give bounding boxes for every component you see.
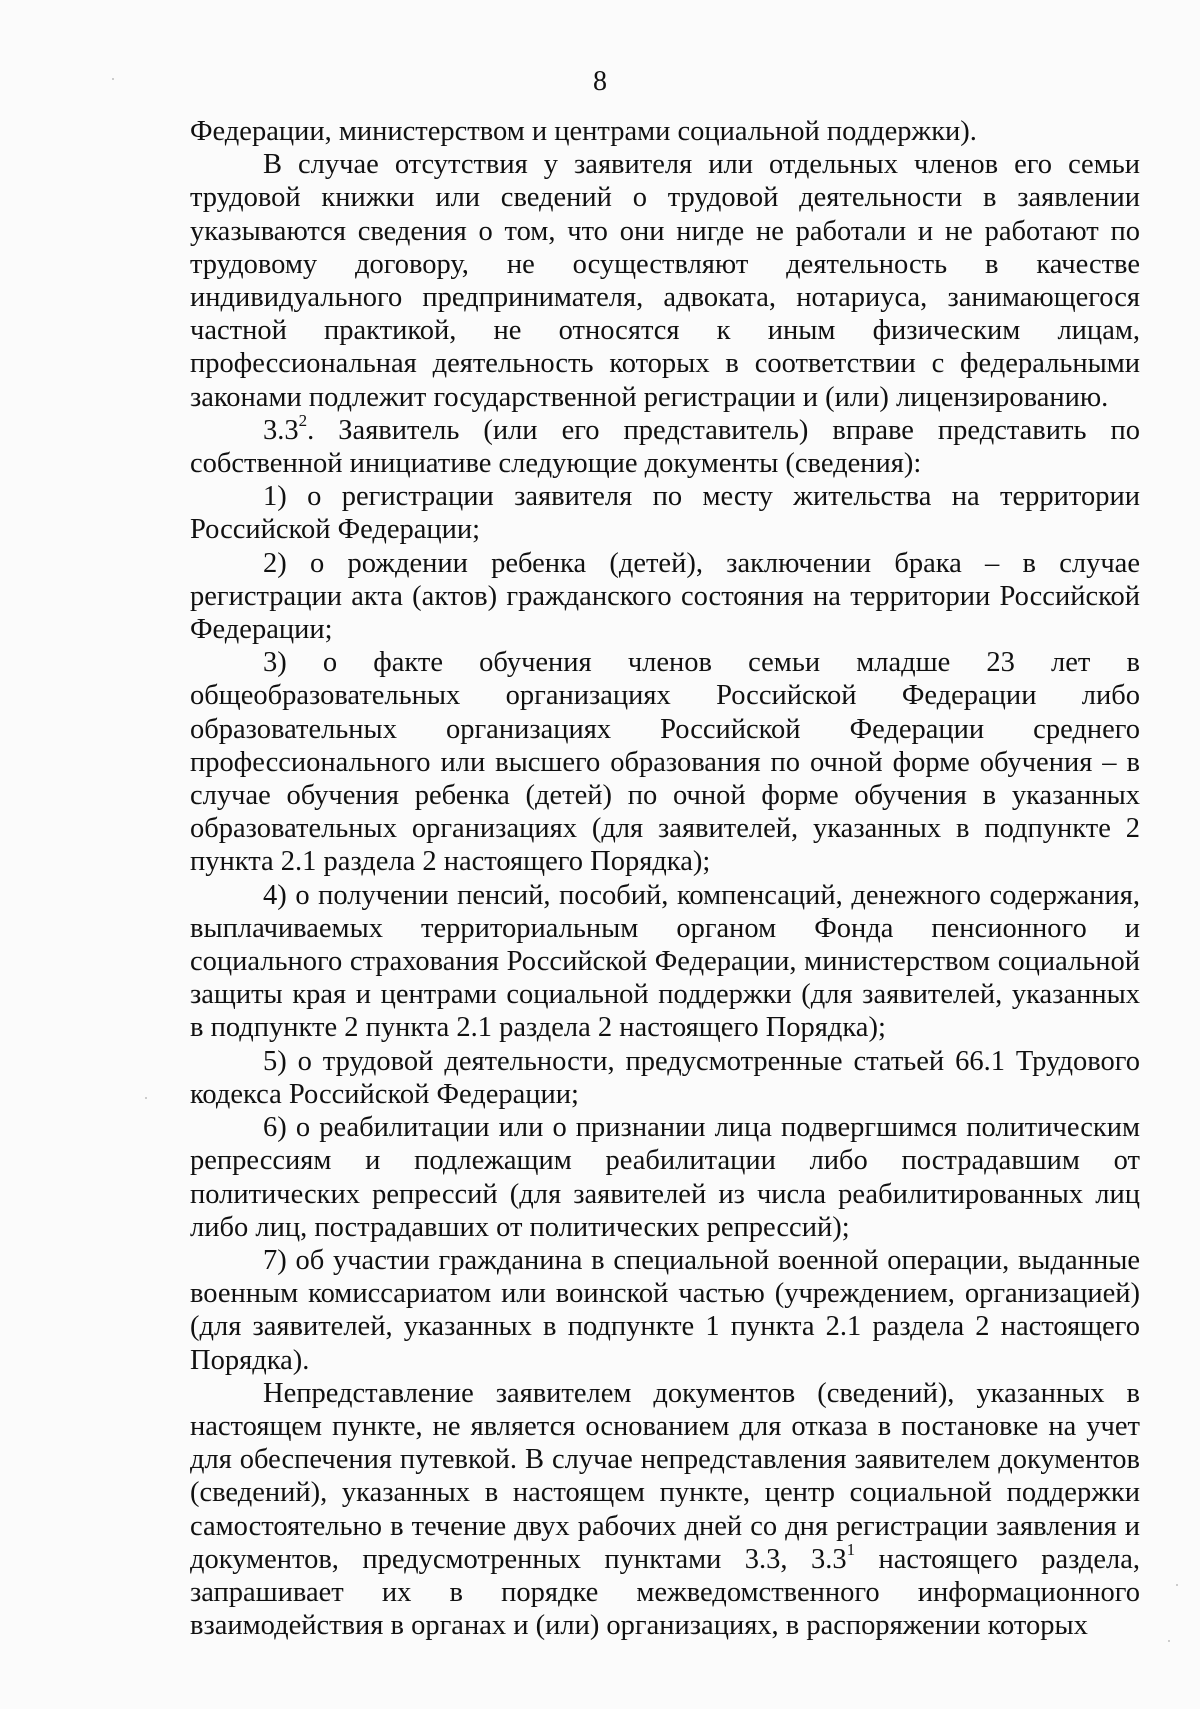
- closing-text-part1: Непредставление заявителем документов (сведений), указанных в настоящем пункте, не является основанием для отказа в постановке на учет для обеспечения путевкой. В случае непредставления заявителем документов (сведений), указанных в настоящем пункте, центр социальной поддержки самостоятельно в течение двух рабочих дней со дня регистрации заявления и документов, предусмотренных пунктами 3.3, 3.3: [190, 1377, 1140, 1575]
- scan-speck: [145, 1097, 147, 1099]
- paragraph-continuation: Федерации, министерством и центрами социальной поддержки).: [190, 116, 977, 147]
- paragraph-absence-info: В случае отсутствия у заявителя или отдельных членов его семьи трудовой книжки или сведений о трудовой деятельности в заявлении указываются сведения о том, что они нигде не работали и не работают по трудовому договору, не осуществляют деятельность в качестве индивидуального предпринимателя, адвоката, нотариуса, занимающегося частной практикой, не относятся к иным физическим лицам, профессиональная деятельность которых в соответствии с федеральными законами подлежит государственной регистрации и (или) лицензированию.: [190, 149, 1140, 413]
- scan-speck: [1176, 1584, 1178, 1586]
- clause-superscript: 2: [298, 411, 308, 431]
- list-item-1: 1) о регистрации заявителя по месту жительства на территории Российской Федерации;: [190, 481, 1140, 546]
- page-number: 8: [593, 66, 607, 97]
- clause-text: . Заявитель (или его представитель) вправе представить по собственной инициативе следующие документы (сведения):: [190, 414, 1140, 480]
- list-item-5: 5) о трудовой деятельности, предусмотренные статьей 66.1 Трудового кодекса Российской Федерации;: [190, 1045, 1140, 1110]
- closing-superscript: 1: [846, 1540, 856, 1560]
- scan-speck: [1168, 1640, 1170, 1642]
- paragraph-closing: [190, 1377, 1140, 1643]
- paragraph-clause-3-3-2: [190, 411, 1140, 480]
- scan-speck: [112, 78, 114, 80]
- document-body: [190, 115, 1140, 1642]
- list-item-4: 4) о получении пенсий, пособий, компенсаций, денежного содержания, выплачиваемых территориальным органом Фонда пенсионного и социального страхования Российской Федерации, министерством социальной защиты края и центрами социальной поддержки (для заявителей, указанных в подпункте 2 пункта 2.1 раздела 2 настоящего Порядка);: [190, 879, 1140, 1044]
- list-item-6: 6) о реабилитации или о признании лица подвергшимся политическим репрессиям и подлежащим реабилитации либо пострадавшим от политических репрессий (для заявителей из числа реабилитированных лиц либо лиц, пострадавших от политических репрессий);: [190, 1112, 1140, 1243]
- clause-number: 3.3: [263, 414, 299, 446]
- closing-text-part2: настоящего раздела, запрашивает их в порядке межведомственного информационного взаимодействия в органах и (или) организациях, в распоряжении которых: [190, 1543, 1140, 1642]
- list-item-3: 3) о факте обучения членов семьи младше 23 лет в общеобразовательных организациях Российской Федерации либо образовательных организациях Российской Федерации среднего профессионального или высшего образования по очной форме обучения – в случае обучения ребенка (детей) по очной форме обучения в указанных образовательных организациях (для заявителей, указанных в подпункте 2 пункта 2.1 раздела 2 настоящего Порядка);: [190, 647, 1140, 878]
- list-item-2: 2) о рождении ребенка (детей), заключении брака – в случае регистрации акта (актов) гражданского состояния на территории Российской Федерации;: [190, 547, 1140, 646]
- list-item-7: 7) об участии гражданина в специальной военной операции, выданные военным комиссариатом или воинской частью (учреждением, организацией) (для заявителей, указанных в подпункте 1 пункта 2.1 раздела 2 настоящего Порядка).: [190, 1244, 1140, 1376]
